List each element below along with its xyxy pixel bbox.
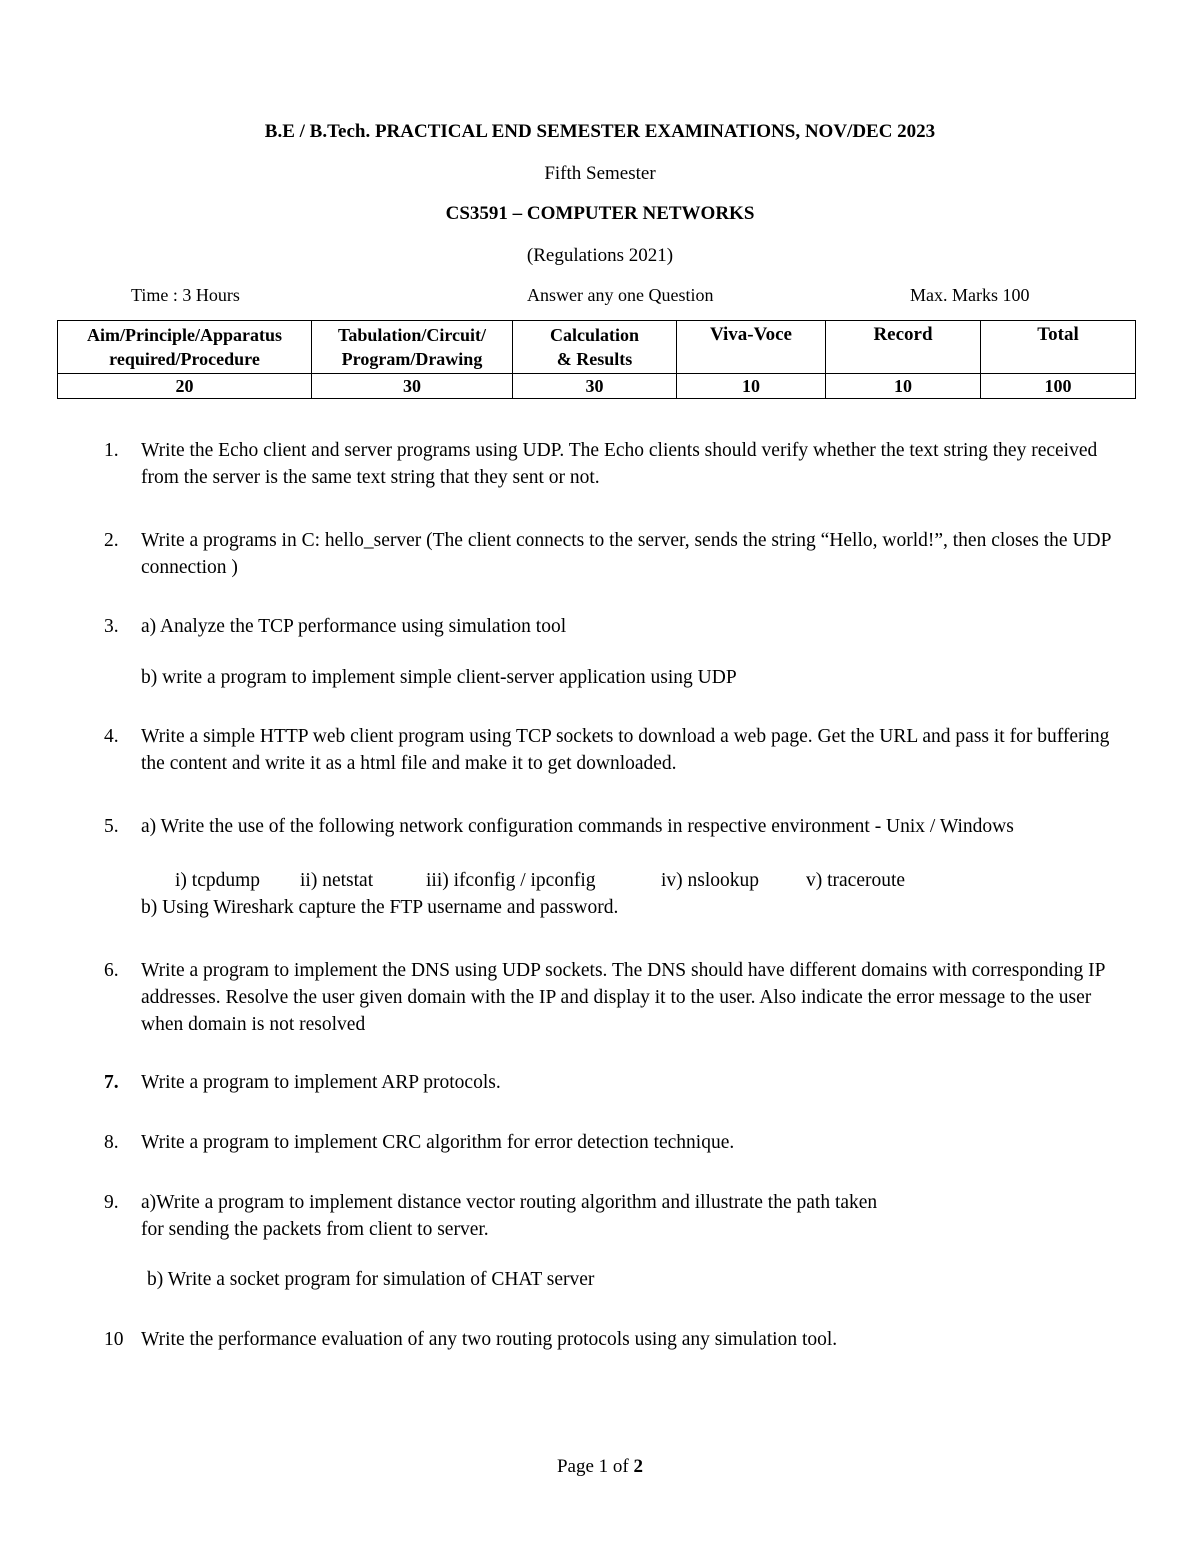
command-tcpdump: i) tcpdump xyxy=(175,870,261,891)
question-3-part-b: b) write a program to implement simple client-server application using UDP xyxy=(141,667,737,688)
question-9-part-a-continued: for sending the packets from client to server. xyxy=(141,1219,489,1240)
semester: Fifth Semester xyxy=(544,163,656,184)
question-part-a: a) Write the use of the following network configuration commands in respective environment - Unix / Windows xyxy=(141,816,1014,837)
value-tabulation: 30 xyxy=(312,374,513,399)
max-marks: Max. Marks 100 xyxy=(910,285,1030,305)
question-text: Write a programs in C: hello_server (The client connects to the server, sends the string “Hello, world!”, then closes the UDP connection ) xyxy=(141,530,1111,578)
header-calculation: Calculation & Results xyxy=(513,321,677,374)
regulations: (Regulations 2021) xyxy=(526,245,674,266)
command-netstat: ii) netstat xyxy=(300,870,374,891)
question-part-a: a) Analyze the TCP performance using simulation tool xyxy=(141,616,567,637)
question-number: 3. xyxy=(104,616,119,637)
marks-table xyxy=(57,320,1136,399)
header-total: Total xyxy=(981,321,1136,374)
exam-instruction: Answer any one Question xyxy=(527,285,714,305)
exam-time: Time : 3 Hours xyxy=(131,285,240,305)
question-number: 6. xyxy=(104,960,119,981)
value-calculation: 30 xyxy=(513,374,677,399)
question-text: Write a program to implement the DNS using UDP sockets. The DNS should have different domains with corresponding IP addresses. Resolve the user given domain with the IP and display it to the user. Also indicate the error message to the user when domain is not resolved xyxy=(141,960,1105,1035)
question-text: Write a simple HTTP web client program using TCP sockets to download a web page. Get the URL and pass it for buffering the content and write it as a html file and make it to get downloaded. xyxy=(141,726,1110,774)
command-nslookup: iv) nslookup xyxy=(661,870,760,891)
course-title: CS3591 – COMPUTER NETWORKS xyxy=(445,203,755,224)
page-footer xyxy=(0,1456,1200,1478)
question-number: 4. xyxy=(104,726,119,747)
page-total: 2 xyxy=(633,1456,643,1477)
header-aim: Aim/Principle/Apparatus required/Procedure xyxy=(58,321,312,374)
command-ifconfig: iii) ifconfig / ipconfig xyxy=(426,870,596,891)
question-text: Write the performance evaluation of any two routing protocols using any simulation tool. xyxy=(141,1329,838,1350)
question-number: 2. xyxy=(104,530,119,551)
marks-table-values-row xyxy=(58,374,1136,399)
question-number: 1. xyxy=(104,440,119,461)
command-traceroute: v) traceroute xyxy=(806,870,906,891)
exam-title: B.E / B.Tech. PRACTICAL END SEMESTER EXAMINATIONS, NOV/DEC 2023 xyxy=(264,121,936,142)
header-viva-voce: Viva-Voce xyxy=(677,321,826,374)
question-number: 10 xyxy=(104,1329,124,1350)
header-tabulation: Tabulation/Circuit/ Program/Drawing xyxy=(312,321,513,374)
header-record: Record xyxy=(826,321,981,374)
question-9-part-b: b) Write a socket program for simulation of CHAT server xyxy=(147,1269,595,1290)
question-number: 9. xyxy=(104,1192,119,1213)
question-5-part-b: b) Using Wireshark capture the FTP username and password. xyxy=(141,897,619,918)
page-number-prefix: Page 1 of xyxy=(556,1456,634,1477)
value-total: 100 xyxy=(981,374,1136,399)
question-text: Write the Echo client and server programs using UDP. The Echo clients should verify whether the text string they received from the server is the same text string that they sent or not. xyxy=(141,440,1098,488)
question-text: Write a program to implement ARP protocols. xyxy=(141,1072,501,1093)
question-part-a: a)Write a program to implement distance vector routing algorithm and illustrate the path taken xyxy=(141,1192,878,1213)
marks-table-header-row xyxy=(58,321,1136,374)
question-number: 7. xyxy=(104,1072,119,1093)
question-number: 5. xyxy=(104,816,119,837)
value-record: 10 xyxy=(826,374,981,399)
question-text: Write a program to implement CRC algorithm for error detection technique. xyxy=(141,1132,735,1153)
value-aim: 20 xyxy=(58,374,312,399)
question-number: 8. xyxy=(104,1132,119,1153)
value-viva-voce: 10 xyxy=(677,374,826,399)
